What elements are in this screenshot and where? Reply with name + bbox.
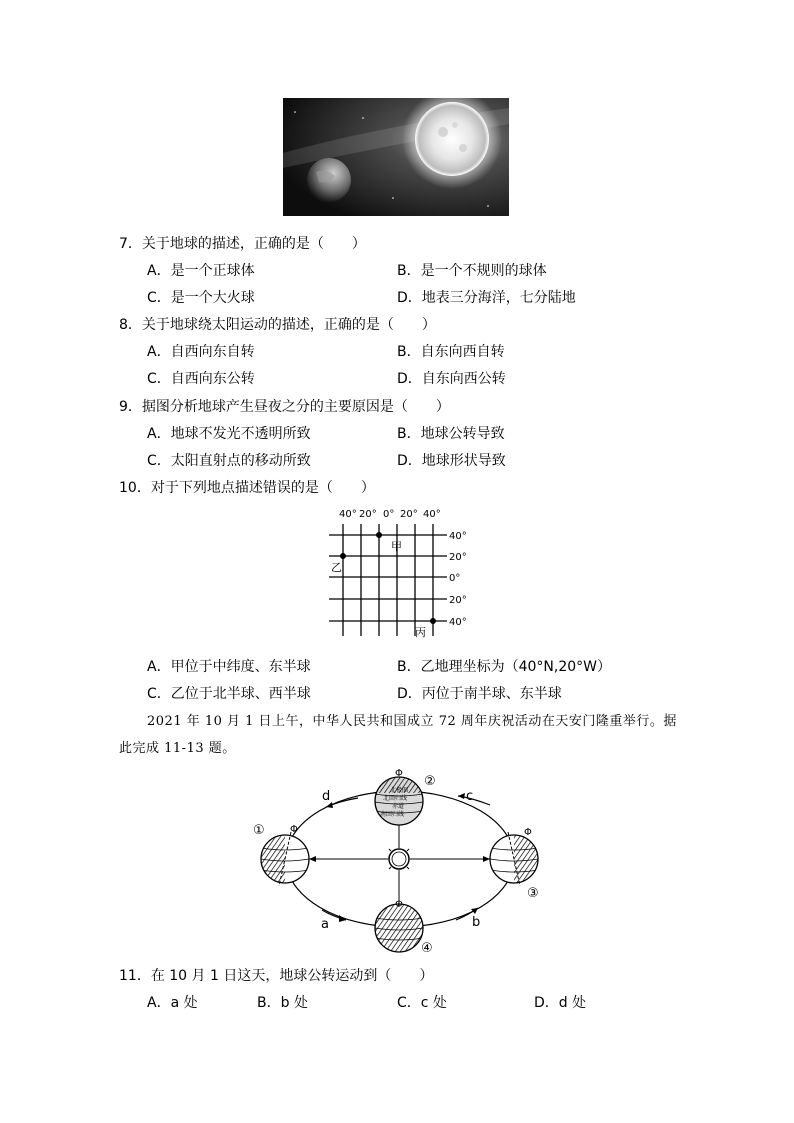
passage-line-2: 此完成 11-13 题。 [119, 741, 236, 756]
question-9-option-a[interactable]: A．地球不发光不透明所致 [147, 426, 311, 442]
question-8-option-c[interactable]: C．自西向东公转 [147, 371, 255, 387]
question-11-option-d[interactable]: D．d 处 [534, 995, 587, 1011]
question-8-option-a[interactable]: A．自西向东自转 [147, 344, 255, 360]
globe-position-2 [375, 777, 423, 825]
question-10-stem: 10．对于下列地点描述错误的是（ ） [119, 480, 375, 496]
question-11-stem: 11．在 10 月 1 日这天，地球公转运动到（ ） [119, 968, 434, 984]
globe-position-3 [490, 832, 538, 886]
question-8-option-d[interactable]: D．自东向西公转 [397, 371, 506, 387]
right-label-2: 20° [449, 552, 467, 563]
globe-label-equator: 赤道 [392, 803, 405, 810]
question-9-option-d[interactable]: D．地球形状导致 [397, 453, 506, 469]
question-7-stem: 7．关于地球的描述，正确的是（ ） [119, 236, 366, 252]
globe-position-4 [375, 904, 423, 952]
arc-label-a: a [321, 917, 329, 932]
sun-icon [385, 845, 413, 873]
axis-symbol-2: Φ [395, 768, 403, 779]
sun-earth-photo [283, 98, 509, 216]
position-label-4: ④ [421, 941, 433, 956]
axis-symbol-4: Φ [395, 899, 403, 910]
point-yi: 乙 [331, 561, 342, 574]
axis-symbol-1: Φ [290, 824, 298, 835]
question-10-option-a[interactable]: A．甲位于中纬度、东半球 [147, 659, 311, 675]
question-10-option-c[interactable]: C．乙位于北半球、西半球 [147, 686, 311, 702]
globe-label-tropic-capricorn: 南回归线 [380, 811, 405, 818]
earth-orbit-diagram [250, 768, 550, 958]
globe-label-arctic-circle: 北极圈 [390, 787, 409, 794]
question-11-option-b[interactable]: B．b 处 [257, 995, 308, 1011]
globe-position-1 [261, 832, 309, 886]
question-11-option-a[interactable]: A．a 处 [147, 995, 198, 1011]
question-9-option-c[interactable]: C．太阳直射点的移动所致 [147, 453, 311, 469]
position-label-1: ① [253, 823, 265, 838]
right-label-5: 40° [449, 617, 467, 628]
question-7-option-c[interactable]: C．是一个大火球 [147, 290, 255, 306]
point-bing: 丙 [415, 626, 426, 639]
top-label-1: 40° [339, 509, 357, 520]
point-jia: 甲 [391, 540, 402, 553]
top-label-5: 40° [423, 509, 441, 520]
question-8-stem: 8．关于地球绕太阳运动的描述，正确的是（ ） [119, 317, 436, 333]
lat-lon-grid [325, 505, 475, 640]
question-7-option-a[interactable]: A．是一个正球体 [147, 263, 255, 279]
top-label-4: 20° [400, 509, 418, 520]
position-label-2: ② [424, 774, 436, 789]
axis-symbol-3: Φ [524, 827, 532, 838]
question-7-option-d[interactable]: D．地表三分海洋，七分陆地 [397, 290, 576, 306]
arc-label-c: c [466, 789, 474, 804]
question-10-option-d[interactable]: D．丙位于南半球、东半球 [397, 686, 562, 702]
question-7-option-b[interactable]: B．是一个不规则的球体 [397, 263, 547, 279]
right-label-4: 20° [449, 595, 467, 606]
question-11-option-c[interactable]: C．c 处 [397, 995, 447, 1011]
question-8-option-b[interactable]: B．自东向西自转 [397, 344, 505, 360]
arc-label-d: d [322, 789, 331, 804]
arc-label-b: b [472, 915, 481, 930]
question-9-stem: 9．据图分析地球产生昼夜之分的主要原因是（ ） [119, 399, 450, 415]
question-10-option-b[interactable]: B．乙地理坐标为（40°N,20°W） [397, 659, 611, 675]
top-label-2: 20° [359, 509, 377, 520]
globe-label-tropic-cancer: 北回归线 [383, 795, 408, 802]
passage-line-1: 2021 年 10 月 1 日上午，中华人民共和国成立 72 周年庆祝活动在天安门隆重举行。据 [147, 714, 677, 729]
right-label-1: 40° [449, 531, 467, 542]
top-label-3: 0° [383, 509, 395, 520]
right-label-3: 0° [449, 573, 461, 584]
position-label-3: ③ [527, 886, 539, 901]
question-9-option-b[interactable]: B．地球公转导致 [397, 426, 505, 442]
